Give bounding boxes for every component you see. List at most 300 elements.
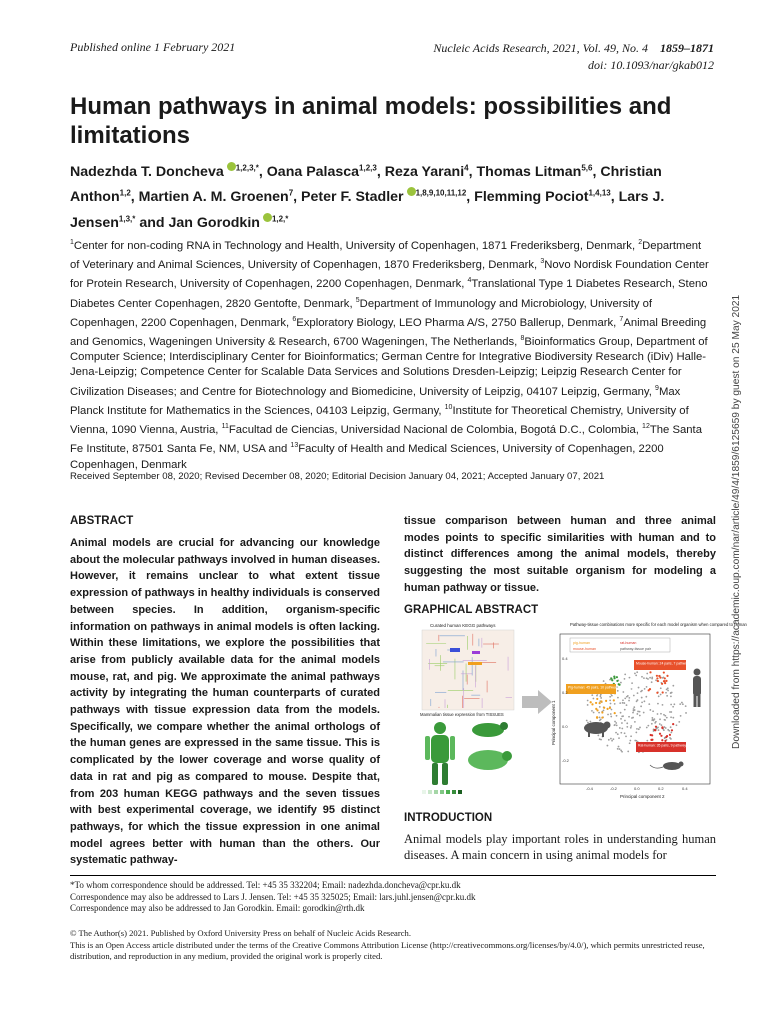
- pca-point: [685, 712, 687, 714]
- pca-point-rat: [671, 729, 673, 731]
- pca-point: [643, 712, 645, 714]
- pca-point-pig: [590, 701, 592, 703]
- author-entry: Nadezhda T. Doncheva $^{1,2,3,*}$,: [70, 163, 267, 180]
- kegg-highlight-orange: [468, 662, 482, 665]
- journal-name: Nucleic Acids Research, 2021, Vol. 49, No. 4: [433, 41, 648, 55]
- abstract-text: Animal models are crucial for advancing our knowledge about the molecular pathways involved in human diseases. However, it remains unclear to what extent tissue expression of pathways in healthy individuals is conserved between species. In addition, organism-specific information on pathways in animal models is often lacking. Within these limitations, we explore the possibilities that arise from publicly available data for the animal models mouse, rat, and pig. We approximate the animal pathways activity by integrating the human counterparts of curated pathways with tissue expression data from the models. Specifically, we compare whether the animal orthologs of the human genes are expressed in the same tissue. This is complicated by the lower coverage and worse quality of data in rat and pig as compared to mouse. Despite that, from 203 human KEGG pathways and the seven tissues with best experimental coverage, we identify 95 distinct pathways, for which the tissue expression in one animal model agrees better with human than the others. Our systematic pathway-: [70, 537, 380, 867]
- pca-point-mouse: [656, 692, 658, 694]
- pca-point: [643, 700, 645, 702]
- pca-point: [589, 721, 591, 723]
- pca-point: [613, 738, 615, 740]
- pca-point: [669, 737, 671, 739]
- pca-point: [658, 729, 660, 731]
- pca-point-mouse: [666, 675, 668, 677]
- pca-point: [654, 722, 656, 724]
- pca-point: [646, 740, 648, 742]
- author-affiliation-sup: 1,3,*: [118, 214, 136, 224]
- pca-point: [593, 712, 595, 714]
- pca-point: [670, 726, 672, 728]
- pca-point-rat: [654, 729, 656, 731]
- pca-point: [672, 717, 674, 719]
- pca-point: [621, 728, 623, 730]
- pca-point-pig: [591, 703, 593, 705]
- mouse-body-icon: [472, 722, 508, 737]
- affiliation-number: 8: [520, 334, 525, 342]
- pca-point-mouse: [662, 691, 664, 693]
- author-affiliation-sup: 1,2,3,*: [235, 163, 259, 172]
- callout-pig: Pig-human: 45 pairs, 10 pathways in muscle: [568, 685, 635, 690]
- author-name[interactable]: Martien A. M. Groenen: [138, 189, 289, 206]
- pca-point: [628, 697, 630, 699]
- pca-point: [624, 709, 626, 711]
- pca-point: [681, 702, 683, 704]
- pca-point: [610, 713, 612, 715]
- author-entry: Oana Palasca$^{1,2,3}$,: [266, 163, 385, 180]
- pca-point-green: [613, 677, 615, 679]
- pca-point-green: [616, 680, 618, 682]
- pca-point: [626, 722, 628, 724]
- pca-point: [643, 677, 645, 679]
- author-affiliation-sup: 7: [288, 188, 294, 198]
- author-name[interactable]: Lars J. Jensen: [70, 189, 665, 232]
- pca-point: [608, 739, 610, 741]
- affiliation-text: Bioinformatics Group, Department of Computer Science; Interdisciplinary Center for Bioinformatics; German Centre for Integrative Biodiversity Research (iDiv) Halle-Jena-Leipzig; Competence Center for Scalable Data Services and Solutions Dresden-Leipzig; Leipzig Research Center for Civilization Diseases; and Centre for Biotechnology and Biomedicine, University of Leipzig, 04107 Leipzig, Germany,: [70, 335, 708, 398]
- kegg-highlight-blue: [450, 648, 460, 652]
- pca-point: [636, 713, 638, 715]
- author-list: [70, 157, 720, 234]
- author-affiliation-sup: 1,8,9,10,11,12: [415, 188, 467, 198]
- tissue-legend-swatch: [434, 790, 438, 794]
- pca-point-rat: [650, 734, 652, 736]
- pca-point: [600, 697, 602, 699]
- pca-point-mouse: [663, 671, 665, 673]
- doi[interactable]: doi: 10.1093/nar/gkab012: [588, 58, 714, 72]
- pca-point: [639, 715, 641, 717]
- pca-point-pig: [614, 712, 616, 714]
- pca-point: [669, 711, 671, 713]
- pca-point: [611, 709, 613, 711]
- pca-point: [630, 727, 632, 729]
- pca-point: [658, 695, 660, 697]
- pca-point: [661, 724, 663, 726]
- pca-point: [614, 724, 616, 726]
- orcid-icon[interactable]: [407, 187, 416, 196]
- pca-point: [587, 722, 589, 724]
- y-tick-label: 0.4: [562, 656, 568, 661]
- pca-point: [640, 705, 642, 707]
- pca-point: [617, 697, 619, 699]
- pca-point: [672, 706, 674, 708]
- pca-point: [629, 740, 631, 742]
- published-date: Published online 1 February 2021: [70, 40, 236, 54]
- tissue-legend-swatch: [440, 790, 444, 794]
- pca-plot-frame: [560, 634, 710, 784]
- affiliation-number: 10: [444, 404, 453, 412]
- callout-mouse: Mouse-human: 24 pairs, 7 pathways in lung: [636, 661, 702, 666]
- pca-point: [631, 682, 633, 684]
- pca-point: [633, 706, 635, 708]
- affiliation-number: 3: [540, 258, 545, 266]
- pca-point: [624, 720, 626, 722]
- author-entry: [168, 215, 288, 231]
- human-body-icon: [425, 722, 455, 785]
- pca-point: [629, 677, 631, 679]
- pca-point: [660, 687, 662, 689]
- pca-point: [670, 704, 672, 706]
- author-entry: Flemming Pociot$^{1,4,13}$,: [474, 188, 619, 206]
- callout-rat: Rat-human: 35 pairs, 9 pathways in spleen: [638, 743, 703, 748]
- pca-point: [633, 710, 635, 712]
- affiliation-number: 9: [655, 384, 659, 392]
- pca-point: [641, 676, 643, 678]
- pca-point: [607, 714, 609, 716]
- journal-citation: [433, 40, 714, 74]
- pca-point: [611, 695, 613, 697]
- pca-point: [616, 715, 618, 717]
- tissue-legend-swatch: [428, 790, 432, 794]
- pca-point: [659, 718, 661, 720]
- pca-point: [636, 728, 638, 730]
- footnote-divider: [70, 875, 716, 876]
- pca-point: [616, 724, 618, 726]
- pca-point: [671, 692, 673, 694]
- pca-point-rat: [651, 739, 653, 741]
- pca-point: [641, 701, 643, 703]
- pca-point: [627, 751, 629, 753]
- pca-point: [597, 735, 599, 737]
- pca-point: [634, 673, 636, 675]
- pca-point: [664, 715, 666, 717]
- pca-point: [618, 746, 620, 748]
- pca-point: [646, 673, 648, 675]
- pca-point: [628, 716, 630, 718]
- pca-point-rat: [672, 723, 674, 725]
- affiliations: [70, 235, 710, 473]
- author-affiliation-sup: 5,6: [581, 163, 593, 172]
- pca-point: [627, 695, 629, 697]
- pca-point: [626, 726, 628, 728]
- graphical-abstract-heading: GRAPHICAL ABSTRACT: [404, 604, 539, 616]
- pca-point: [600, 739, 602, 741]
- y-tick-label: 0.0: [562, 724, 568, 729]
- pca-point: [645, 696, 647, 698]
- pca-point: [614, 721, 616, 723]
- pca-point-rat: [665, 736, 667, 738]
- pca-point: [672, 685, 674, 687]
- panel-title-kegg: Curated human KEGG pathways: [430, 623, 496, 628]
- legend-mouse: mouse-human: [573, 647, 596, 651]
- pca-point: [641, 697, 643, 699]
- abstract-right-column: [404, 513, 716, 597]
- pca-point: [662, 704, 664, 706]
- pca-point: [617, 748, 619, 750]
- pca-point-pig: [595, 708, 597, 710]
- license-notice: [70, 928, 716, 963]
- author-name[interactable]: Thomas Litman: [476, 163, 582, 180]
- author-name[interactable]: Christian Anthon: [70, 163, 662, 206]
- pca-point: [670, 716, 672, 718]
- author-affiliation-sup: 1,2,3: [359, 163, 377, 172]
- pca-point: [619, 702, 621, 704]
- pca-point: [618, 737, 620, 739]
- abstract-heading: ABSTRACT: [70, 515, 134, 527]
- abstract-text-continued: tissue comparison between human and three animal modes points to specific similarities with human and to distinct differences among the animal models, thereby suggesting the most suitable organism for modeling a human pathway or tissue.: [404, 515, 716, 594]
- pca-point: [632, 712, 634, 714]
- pca-point-rat: [664, 740, 666, 742]
- pca-point: [637, 692, 639, 694]
- pca-point: [662, 677, 664, 679]
- pca-point: [646, 686, 648, 688]
- x-tick-label: 0.0: [634, 786, 640, 791]
- pca-point-pig: [596, 698, 598, 700]
- pca-point: [625, 735, 627, 737]
- pca-point: [598, 712, 600, 714]
- pca-point-mouse: [656, 677, 658, 679]
- author-affiliation-sup: 1,2,*: [271, 214, 289, 224]
- author-entry: Thomas Litman$^{5,6}$,: [476, 163, 601, 180]
- pca-point-pig: [601, 711, 603, 713]
- tissue-legend-swatches: [422, 790, 462, 794]
- download-watermark-text[interactable]: Downloaded from https://academic.oup.com/nar/article/49/4/1859/6125659 by guest on 25 May 2021: [731, 294, 742, 749]
- pca-point: [638, 687, 640, 689]
- pca-point-mouse: [659, 676, 661, 678]
- author-affiliation-sup: 1,2: [119, 188, 131, 198]
- author-affiliation-sup: 4: [464, 163, 469, 172]
- author-entry: Peter F. Stadler $^{1,8,9,10,11,12}$,: [301, 188, 475, 206]
- pca-point: [651, 717, 653, 719]
- affiliation-number: 12: [642, 423, 650, 431]
- affiliation-text: Animal Breeding and Genomics, Wageningen University & Research, 6700 Wageningen, The Netherlands,: [70, 316, 707, 348]
- pca-point: [657, 713, 659, 715]
- pca-point-mouse: [661, 683, 663, 685]
- pca-point: [636, 671, 638, 673]
- pca-point: [647, 678, 649, 680]
- pca-point: [619, 727, 621, 729]
- author-entry: Christian Anthon$^{1,2}$,: [70, 163, 662, 206]
- pca-point-pig: [601, 716, 603, 718]
- pca-point-pig: [600, 700, 602, 702]
- affiliation-text: Department of Veterinary and Animal Sciences, University of Copenhagen, 1870 Frederiksberg, Denmark,: [70, 239, 702, 271]
- pca-point: [666, 695, 668, 697]
- pca-point-rat: [661, 726, 663, 728]
- legend-pig: pig-human: [573, 641, 590, 645]
- pca-point: [599, 706, 601, 708]
- x-axis-label: Principal component 2: [620, 794, 665, 799]
- affiliation-number: 4: [467, 277, 472, 285]
- pca-point-pig: [603, 707, 605, 709]
- author-name[interactable]: Jan Gorodkin: [168, 215, 260, 232]
- author-entry: Reza Yarani$^4$,: [384, 163, 477, 180]
- footnote-line: Correspondence may also be addressed to Lars J. Jensen. Tel: +45 35 325025; Email: lars.juhl.jensen@cpr.ku.dk: [70, 891, 476, 902]
- kegg-highlight-purple: [472, 651, 480, 654]
- x-tick-label: 0.4: [682, 786, 688, 791]
- tissue-legend-swatch: [452, 790, 456, 794]
- pca-point: [660, 713, 662, 715]
- pca-point: [644, 688, 646, 690]
- x-tick-label: 0.2: [658, 786, 664, 791]
- pca-point: [623, 702, 625, 704]
- page-range: 1859–1871: [660, 41, 714, 55]
- pca-point: [622, 699, 624, 701]
- affiliation-number: 11: [221, 423, 229, 431]
- author-name[interactable]: Reza Yarani: [384, 163, 465, 180]
- pca-point: [680, 715, 682, 717]
- legend-pair: pathway-tissue pair: [620, 647, 651, 651]
- pca-point-pig: [606, 708, 608, 710]
- y-tick-label: 0.2: [562, 690, 568, 695]
- pca-point: [630, 735, 632, 737]
- pca-point: [649, 677, 651, 679]
- orcid-icon[interactable]: [227, 162, 236, 171]
- pca-point-rat: [669, 734, 671, 736]
- pca-point: [610, 716, 612, 718]
- download-watermark: [729, 283, 759, 749]
- introduction-heading: INTRODUCTION: [404, 812, 493, 824]
- pca-point: [603, 709, 605, 711]
- pca-point: [635, 674, 637, 676]
- pca-point: [633, 695, 635, 697]
- pca-point-pig: [605, 700, 607, 702]
- pca-point: [624, 673, 626, 675]
- author-affiliation-sup: 1,4,13: [588, 188, 611, 198]
- pca-point: [624, 732, 626, 734]
- pca-point-pig: [596, 717, 598, 719]
- author-name[interactable]: Peter F. Stadler: [301, 189, 404, 206]
- author-name[interactable]: Oana Palasca: [266, 163, 360, 180]
- pca-point-rat: [655, 726, 657, 728]
- pca-point: [620, 682, 622, 684]
- footnote-line: *To whom correspondence should be addressed. Tel: +45 35 332204; Email: nadezhda.doncheva@cpr.ku.dk: [70, 880, 461, 890]
- pca-point: [635, 732, 637, 734]
- pca-point-mouse: [657, 680, 659, 682]
- tissue-legend-swatch: [446, 790, 450, 794]
- panel-title-tissues: Mammalian tissue expression from TISSUES: [420, 712, 504, 717]
- pca-point: [652, 710, 654, 712]
- pca-point: [639, 711, 641, 713]
- pca-point: [651, 676, 653, 678]
- pca-point: [637, 699, 639, 701]
- affiliation-number: 2: [638, 239, 643, 246]
- pca-point: [667, 690, 669, 692]
- pca-point-mouse: [648, 689, 650, 691]
- pca-point: [651, 723, 653, 725]
- pca-point-pig: [595, 702, 597, 704]
- tissue-legend-swatch: [458, 790, 462, 794]
- author-name[interactable]: Nadezhda T. Doncheva: [70, 163, 224, 180]
- pca-point: [587, 704, 589, 706]
- pca-point: [609, 696, 611, 698]
- pca-point: [631, 717, 633, 719]
- author-name[interactable]: Flemming Pociot: [474, 189, 589, 206]
- pca-point: [652, 719, 654, 721]
- panel-title-pca: Pathway-tissue combinations more specific for each model organism when compared to human: [570, 622, 747, 627]
- pca-point: [591, 694, 593, 696]
- pca-point: [611, 740, 613, 742]
- pca-point: [649, 709, 651, 711]
- pca-point: [682, 703, 684, 705]
- correspondence-footnotes: [70, 880, 716, 915]
- orcid-icon[interactable]: [263, 213, 272, 222]
- pca-point-pig: [609, 707, 611, 709]
- pca-point: [591, 710, 593, 712]
- x-tick-label: -0.2: [610, 786, 617, 791]
- pca-point: [622, 691, 624, 693]
- affiliation-text: The Santa Fe Institute, 87501 Santa Fe, NM, USA and: [70, 423, 702, 456]
- pca-point: [610, 703, 612, 705]
- pca-point: [641, 690, 643, 692]
- affiliation-text: Exploratory Biology, LEO Pharma A/S, 2750 Ballerup, Denmark,: [296, 316, 620, 329]
- pca-point-mouse: [663, 680, 665, 682]
- article-title: Human pathways in animal models: possibilities and limitations: [70, 93, 672, 149]
- pca-point: [599, 695, 601, 697]
- pca-point: [617, 733, 619, 735]
- pca-point-green: [611, 679, 613, 681]
- pca-point-mouse: [649, 671, 651, 673]
- pca-point-pig: [613, 699, 615, 701]
- affiliation-text: Department of Immunology and Microbiology, University of Copenhagen, 2200 Copenhagen, Denmark,: [70, 297, 653, 329]
- pca-point: [673, 703, 675, 705]
- pca-point: [659, 723, 661, 725]
- pca-point: [617, 690, 619, 692]
- pca-point-pig: [599, 702, 601, 704]
- pca-point: [647, 725, 649, 727]
- pca-point: [614, 703, 616, 705]
- arrow-icon: [522, 690, 552, 714]
- pca-point: [660, 694, 662, 696]
- copyright-line: © The Author(s) 2021. Published by Oxford University Press on behalf of Nucleic Acids Research.: [70, 928, 411, 938]
- pca-point: [630, 725, 632, 727]
- pca-point: [622, 702, 624, 704]
- pca-point: [587, 700, 589, 702]
- x-tick-label: -0.4: [586, 786, 593, 791]
- pca-point-rat: [661, 739, 663, 741]
- pca-point: [609, 699, 611, 701]
- pca-point: [657, 703, 659, 705]
- y-axis-label: Principal component 1: [551, 700, 556, 745]
- introduction-text: Animal models play important roles in understanding human diseases. A main concern in using animal models for: [404, 832, 716, 862]
- pca-point-green: [616, 676, 618, 678]
- pca-point: [651, 681, 653, 683]
- pca-point: [615, 732, 617, 734]
- pca-point: [666, 688, 668, 690]
- pca-point: [665, 727, 667, 729]
- affiliation-text: Center for non-coding RNA in Technology and Health, University of Copenhagen, 1871 Frederiksberg, Denmark,: [73, 239, 639, 252]
- pca-point: [593, 698, 595, 700]
- footnote-line: Correspondence may also be addressed to Jan Gorodkin. Email: gorodkin@rth.dk: [70, 903, 365, 913]
- affiliation-text: Max Planck Institute for Mathematics in the Sciences, 04103 Leipzig, Germany,: [70, 385, 681, 417]
- pca-point: [676, 724, 678, 726]
- pca-point: [599, 717, 601, 719]
- pca-point: [638, 728, 640, 730]
- pca-point: [670, 732, 672, 734]
- pca-point: [636, 740, 638, 742]
- x-axis-ticks: [586, 786, 688, 791]
- affiliation-text: Facultad de Ciencias, Universidad Nacional de Colombia, Bogotá D.C., Colombia,: [228, 423, 643, 436]
- abstract-left-column: [70, 515, 380, 869]
- affiliation-number: 13: [290, 442, 299, 450]
- pig-body-icon: [468, 750, 512, 770]
- pca-point: [610, 738, 612, 740]
- affiliation-number: 5: [355, 296, 360, 304]
- author-entry: Lars J. Jensen$^{1,3,*}$ and: [70, 189, 665, 232]
- affiliation-number: 1: [70, 239, 74, 246]
- affiliation-text: Translational Type 1 Diabetes Research, Steno Diabetes Center Copenhagen, 2820 Gentofte, Denmark,: [70, 278, 708, 310]
- pca-point-mouse: [664, 677, 666, 679]
- pca-point: [619, 748, 621, 750]
- pca-point: [596, 695, 598, 697]
- affiliation-text: Novo Nordisk Foundation Center for Protein Research, University of Copenhagen, 2200 Copenhagen, Denmark,: [70, 258, 709, 291]
- pca-point: [600, 718, 602, 720]
